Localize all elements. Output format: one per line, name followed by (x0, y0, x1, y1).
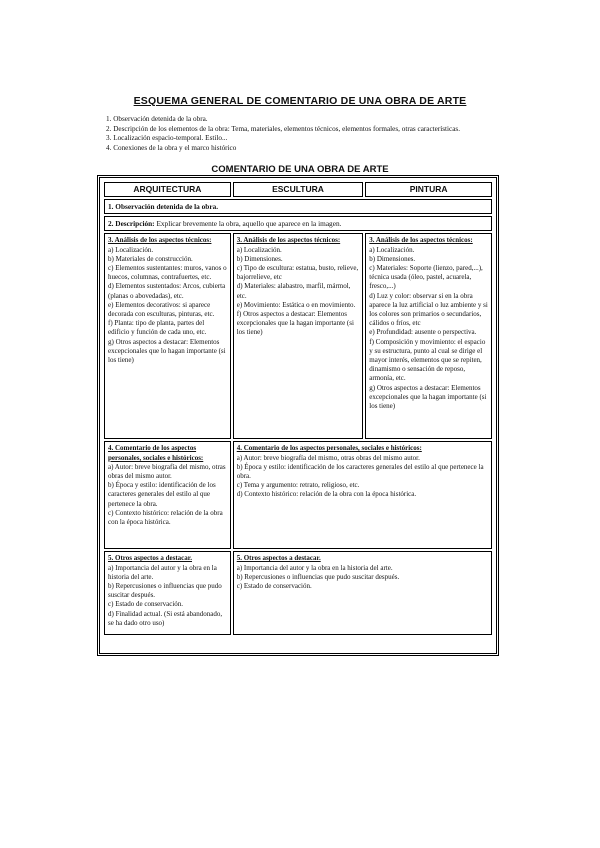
list-item: b) Dimensiones. (236, 254, 283, 263)
table-header-row (104, 182, 492, 197)
list-item: g) Otros aspectos a destacar: Elementos excepcionales que la hagan importante (si los tiene) (369, 383, 487, 411)
list-item: b) Época y estilo: identificación de los caracteres generales del estilo al que pertenece la obra. (108, 481, 216, 508)
list-item: g) Otros aspectos a destacar: Elementos excepcionales que lo hagan importante (si los tiene) (108, 337, 226, 365)
table-row (104, 199, 492, 214)
table-row (104, 216, 492, 231)
list-item: b) Época y estilo: identificación de los caracteres generales del estilo al que pertenece la obra. (236, 462, 484, 481)
list-item: d) Luz y color: observar si en la obra aparece la luz artificial o luz ambiente y si los colores son primarios o secundarios, cálidos o fríos, etc (369, 291, 488, 328)
intro-item: 4. Conexiones de la obra y el marco histórico (106, 143, 237, 152)
cell-heading: 4. Comentario de los aspectos personales, sociales e históricos: (108, 444, 204, 462)
list-item: b) Dimensiones. (369, 254, 416, 263)
list-item: a) Importancia del autor y la obra en la historia del arte. (108, 563, 217, 581)
cell-heading: 5. Otros aspectos a destacar. (236, 554, 321, 563)
list-item: e) Movimiento: Estática o en movimiento. (236, 300, 356, 309)
list-item: a) Localización. (108, 245, 154, 254)
list-item: a) Importancia del autor y la obra en la historia del arte. (236, 563, 393, 572)
list-item: a) Autor: breve biografía del mismo, otras obras del mismo autor. (108, 462, 226, 481)
list-item: e) Profundidad: ausente o perspectiva. (369, 328, 477, 337)
list-item: c) Elementos sustentantes: muros, vanos o huecos, columnas, contrafuertes, etc. (108, 264, 227, 282)
cell-heading: 5. Otros aspectos a destacar. (108, 554, 192, 563)
list-item: f) Composición y movimiento: el espacio y su estructura, punto al cual se dirige el mayor interés, elementos que se repiten, dinamismo o sensación de reposo, armonía, etc. (369, 337, 486, 383)
row-observacion: 1. Observación detenida de la obra. (104, 199, 492, 214)
list-item: c) Estado de conservación. (108, 600, 184, 609)
table-row (104, 551, 492, 635)
cell-heading: 3. Análisis de los aspectos técnicos: (236, 236, 341, 245)
list-item: c) Materiales: Soporte (lienzo, pared,...), técnica usada (óleo, pastel, acuarela, fresco,...) (369, 264, 483, 291)
cell-arquitectura-otros (104, 551, 231, 635)
list-item: a) Localización. (236, 245, 282, 254)
table-title: COMENTARIO DE UNA OBRA DE ARTE (211, 164, 389, 175)
cell-pintura-tecnicos (365, 233, 492, 439)
cell-heading: 4. Comentario de los aspectos personales, sociales e históricos: (236, 444, 422, 453)
list-item: c) Contexto histórico: relación de la obra con la época histórica. (108, 508, 223, 527)
descripcion-heading: 2. Descripción: (108, 219, 155, 229)
cell-escultura-tecnicos (233, 233, 364, 439)
header-escultura: ESCULTURA (233, 182, 364, 197)
header-arquitectura: ARQUITECTURA (104, 182, 231, 197)
intro-item: 1. Observación detenida de la obra. (106, 115, 208, 123)
cell-escultura-pintura-otros (233, 551, 492, 635)
list-item: a) Autor: breve biografía del mismo, otras obras del mismo autor. (236, 453, 420, 462)
comment-table-frame (97, 175, 499, 656)
cell-escultura-pintura-comentario (233, 441, 492, 549)
list-item: a) Localización. (369, 245, 415, 254)
table-row (104, 441, 492, 549)
row-descripcion (104, 216, 492, 231)
list-item: b) Materiales de construcción. (108, 254, 193, 263)
cell-arquitectura-tecnicos (104, 233, 231, 439)
list-item: e) Elementos decorativos: si aparece decorada con esculturas, pinturas, etc. (108, 300, 215, 319)
list-item: d) Finalidad actual. (Si está abandonado, se ha dado otro uso) (108, 609, 223, 627)
list-item: c) Estado de conservación. (236, 582, 312, 591)
page-title: ESQUEMA GENERAL DE COMENTARIO DE UNA OBRA DE ARTE (133, 95, 467, 107)
list-item: b) Repercusiones o influencias que pudo suscitar después. (108, 582, 222, 600)
cell-heading: 3. Análisis de los aspectos técnicos: (369, 236, 473, 245)
list-item: d) Contexto histórico: relación de la obra con la época histórica. (236, 490, 417, 499)
list-item: d) Elementos sustentados: Arcos, cubierta (planas o abovedadas), etc. (108, 282, 226, 300)
list-item: f) Planta: tipo de planta, partes del edificio y función de cada uno, etc. (108, 319, 207, 337)
intro-list (106, 115, 486, 153)
list-item: f) Otros aspectos a destacar: Elementos excepcionales que la hagan importante (si los tiene) (236, 310, 354, 337)
table-row (104, 233, 492, 439)
header-pintura: PINTURA (365, 182, 492, 197)
list-item: c) Tema y argumento: retrato, religioso, etc. (236, 481, 360, 490)
cell-arquitectura-comentario (104, 441, 231, 549)
descripcion-text: Explicar brevemente la obra, aquello que aparece en la imagen. (154, 219, 342, 229)
list-item: c) Tipo de escultura: estatua, busto, relieve, bajorrelieve, etc (236, 264, 359, 282)
cell-heading: 3. Análisis de los aspectos técnicos: (108, 236, 212, 245)
intro-item: 3. Localización espacio-temporal. Estilo... (106, 134, 228, 143)
intro-item: 2. Descripción de los elementos de la obra: Tema, materiales, elementos técnicos, elementos formales, otras características. (106, 124, 461, 133)
comment-table (102, 180, 494, 637)
list-item: d) Materiales: alabastro, marfil, mármol, etc. (236, 282, 351, 300)
list-item: b) Repercusiones o influencias que pudo suscitar después. (236, 572, 400, 581)
